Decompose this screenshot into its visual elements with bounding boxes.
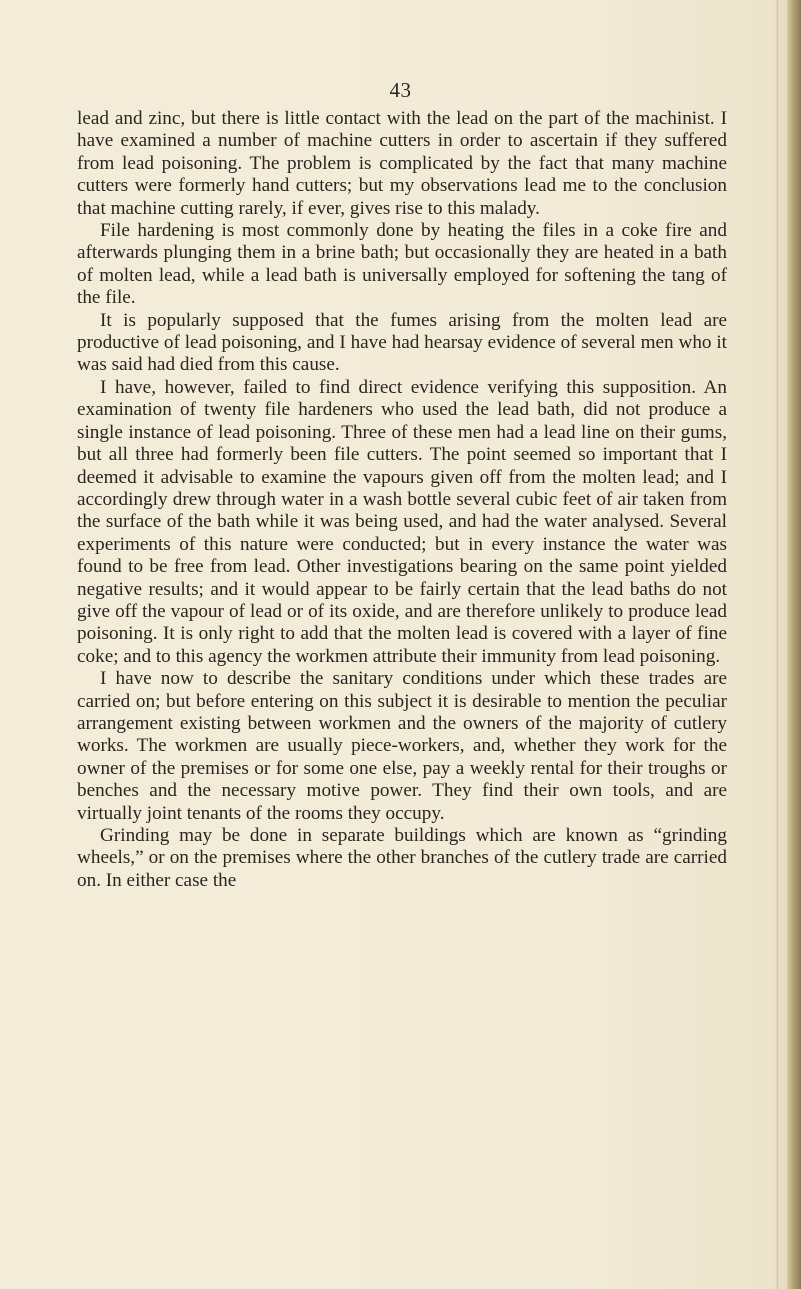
paragraph: Grinding may be done in separate buildings which are known as “grinding wheels,” or on the premises where the other branches of the cutlery trade are carried on. In either case the [77,825,727,891]
page-edge [787,0,801,1289]
paragraph: lead and zinc, but there is little contact with the lead on the part of the machinist. I have examined a number of machine cutters in order to ascertain if they suffered from lead poisoning. The problem is complicated by the fact that many machine cutters were formerly hand cutters; but my observations lead me to the conclusion that machine cutting rarely, if ever, gives rise to this malady. [77,108,727,219]
page-number: 43 [389,78,412,102]
paragraph: I have now to describe the sanitary conditions under which these trades are carried on; but before entering on this subject it is desirable to mention the peculiar arrangement existing between workmen and the owners of the majority of cutlery works. The workmen are usually piece-workers, and, whether they work for the owner of the premises or for some one else, pay a weekly rental for their troughs or benches and the necessary motive power. They find their own tools, and are virtually joint tenants of the rooms they occupy. [77,668,727,824]
paragraph: It is popularly supposed that the fumes arising from the molten lead are productive of lead poisoning, and I have had hearsay evidence of several men who it was said had died from this cause. [77,309,727,376]
body-text [77,108,727,892]
paragraph: File hardening is most commonly done by heating the files in a coke fire and afterwards plunging them in a brine bath; but occasionally they are heated in a bath of molten lead, while a lead bath is universally employed for softening the tang of the file. [77,220,727,309]
page-gutter-shadow [776,0,779,1289]
paragraph: I have, however, failed to find direct evidence verifying this supposition. An examination of twenty file hardeners who used the lead bath, did not produce a single instance of lead poisoning. Three of these men had a lead line on their gums, but all three had formerly been file cutters. The point seemed so important that I deemed it advisable to examine the vapours given off from the molten lead; and I accordingly drew through water in a wash bottle several cubic feet of air taken from the surface of the bath while it was being used, and had the water analysed. Several experiments of this nature were conducted; but in every instance the water was found to be free from lead. Other investigations bearing on the same point yielded negative results; and it would appear to be fairly certain that the lead baths do not give off the vapour of lead or of its oxide, and are therefore unlikely to produce lead poisoning. It is only right to add that the molten lead is covered with a layer of fine coke; and to this agency the workmen attribute their immunity from lead poisoning. [77,376,727,667]
